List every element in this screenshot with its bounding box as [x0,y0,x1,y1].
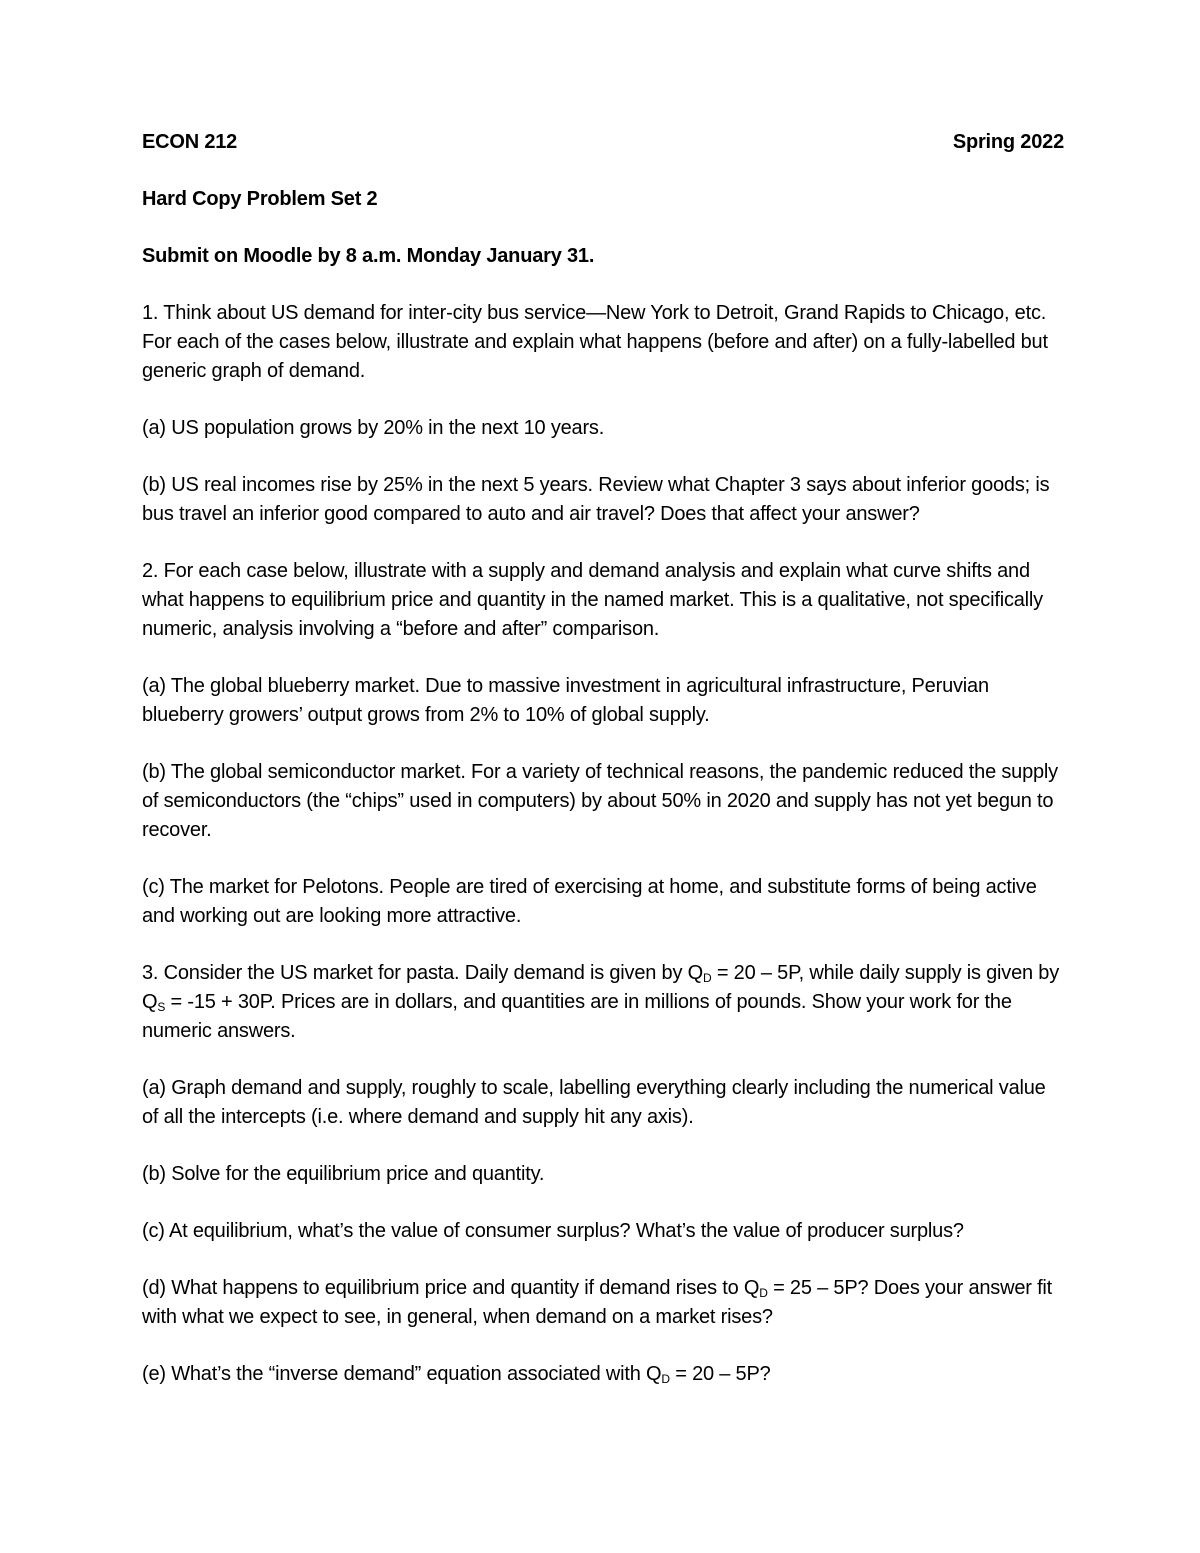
header-row [142,128,1064,157]
subscript-d: D [661,1372,670,1386]
submission-deadline: Submit on Moodle by 8 a.m. Monday January 31. [142,245,595,267]
question-3b: (b) Solve for the equilibrium price and quantity. [142,1163,545,1185]
q3-intro-part3: = -15 + 30P. Prices are in dollars, and quantities are in millions of pounds. Show your work for the numeric answers. [142,991,1012,1042]
question-2a: (a) The global blueberry market. Due to massive investment in agricultural infrastructure, Peruvian blueberry growers’ output grows from 2% to 10% of global supply. [142,675,989,726]
question-3-intro [142,959,1064,1046]
term: Spring 2022 [952,131,1064,153]
question-3a: (a) Graph demand and supply, roughly to scale, labelling everything clearly including the numerical value of all the intercepts (i.e. where demand and supply hit any axis). [142,1077,1046,1128]
subscript-s: S [157,1000,166,1014]
question-3d [142,1274,1064,1332]
document-title: Hard Copy Problem Set 2 [142,188,378,210]
q3e-part2: = 20 – 5P? [669,1363,771,1385]
q3d-part1: (d) What happens to equilibrium price and quantity if demand rises to Q [142,1277,760,1299]
question-2b: (b) The global semiconductor market. For a variety of technical reasons, the pandemic reduced the supply of semiconductors (the “chips” used in computers) by about 50% in 2020 and supply has not yet begun to recover. [142,761,1058,841]
q3d-part2: = 25 – 5P? Does your answer fit with what we expect to see, in general, when demand on a market rises? [142,1277,1053,1328]
question-1a: (a) US population grows by 20% in the next 10 years. [142,417,605,439]
document-page [142,128,1064,1389]
subscript-d: D [703,971,712,985]
question-2-intro: 2. For each case below, illustrate with a supply and demand analysis and explain what curve shifts and what happens to equilibrium price and quantity in the named market. This is a qualitative, not specifically numeric, analysis involving a “before and after” comparison. [142,560,1043,640]
q3-intro-part2: = 20 – 5P, while daily supply is given by Q [142,962,1060,1013]
question-2c: (c) The market for Pelotons. People are tired of exercising at home, and substitute forms of being active and working out are looking more attractive. [142,876,1037,927]
question-3c: (c) At equilibrium, what’s the value of consumer surplus? What’s the value of producer surplus? [142,1220,964,1242]
question-1-intro: 1. Think about US demand for inter-city bus service—New York to Detroit, Grand Rapids to Chicago, etc. For each of the cases below, illustrate and explain what happens (before and after) on a fully-labelled but generic graph of demand. [142,302,1048,382]
course-code: ECON 212 [142,131,238,153]
q3e-part1: (e) What’s the “inverse demand” equation associated with Q [142,1363,662,1385]
question-3e [142,1360,1064,1389]
q3-intro-part1: 3. Consider the US market for pasta. Daily demand is given by Q [142,962,703,984]
subscript-d: D [759,1286,768,1300]
question-1b: (b) US real incomes rise by 25% in the next 5 years. Review what Chapter 3 says about inferior goods; is bus travel an inferior good compared to auto and air travel? Does that affect your answer? [142,474,1050,525]
